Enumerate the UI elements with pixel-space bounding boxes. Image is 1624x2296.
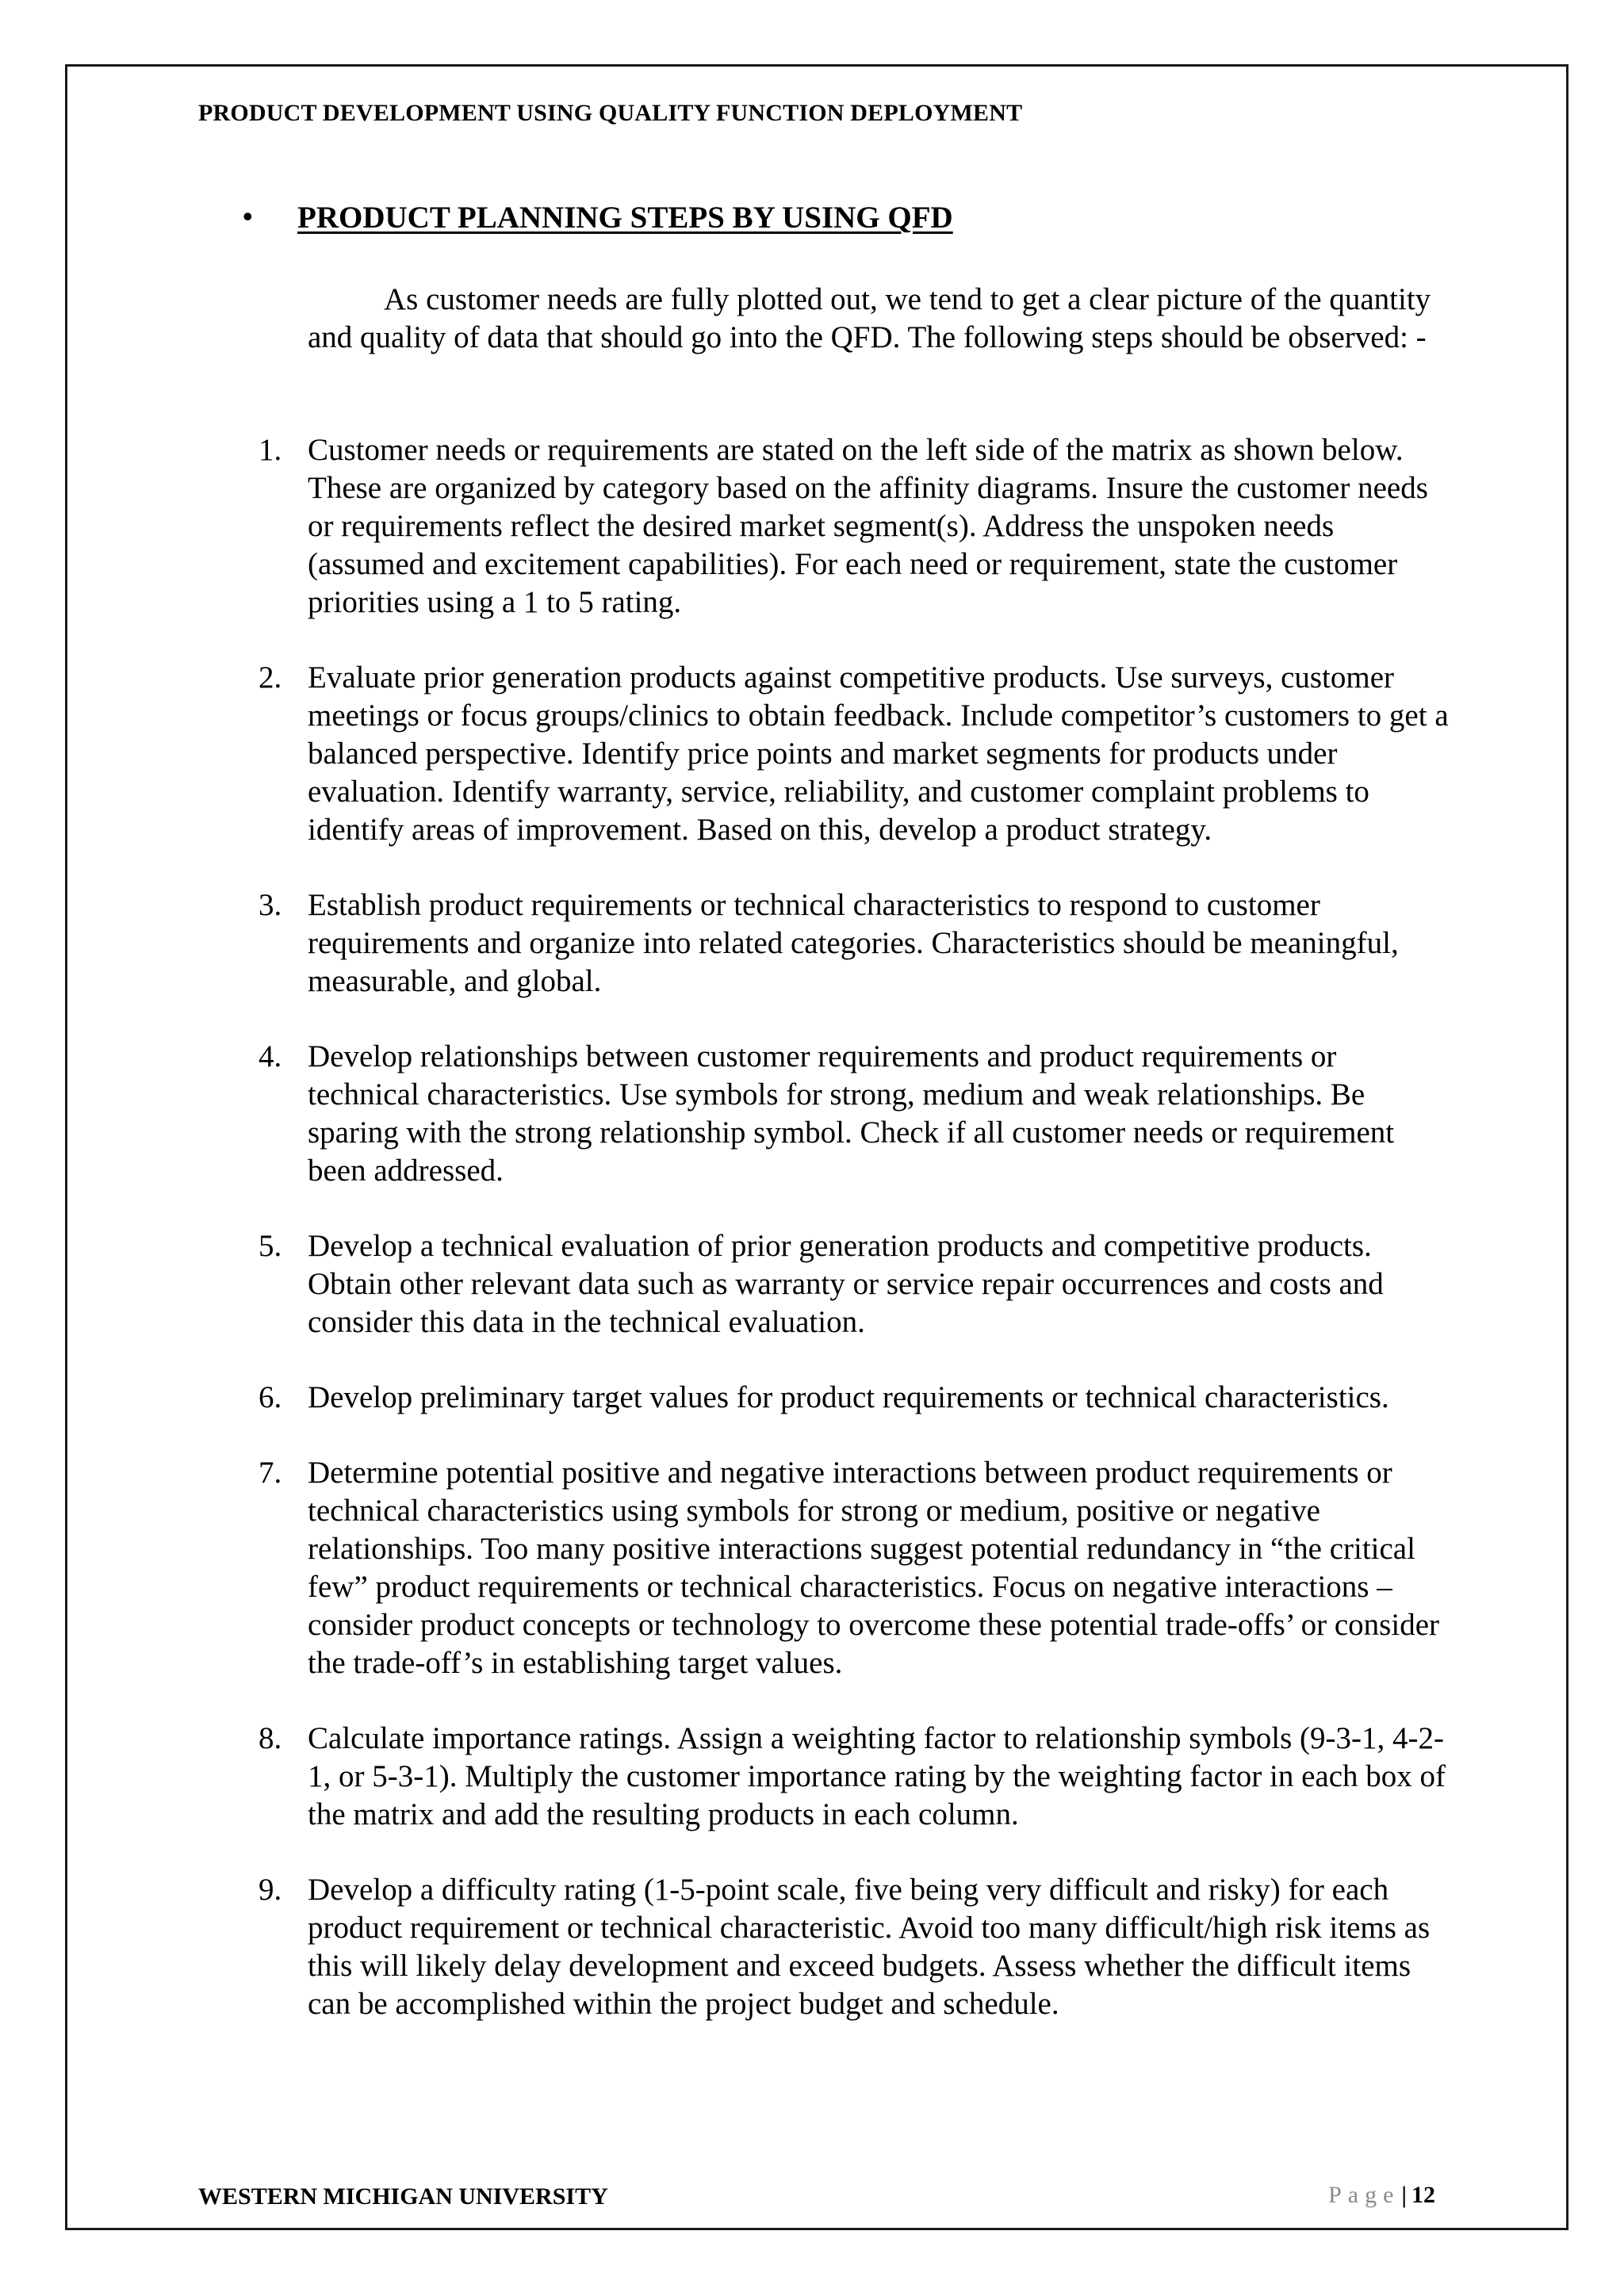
step-number: 6. xyxy=(259,1380,282,1414)
step-number: 2. xyxy=(259,660,282,695)
list-item xyxy=(0,1038,1624,1190)
step-text: Develop relationships between customer requirements and product requirements or technical characteristics. Use symbols for strong, medium and weak relationships. Be sparing with the strong relationship symbol. Check if all customer needs or requirement been addressed. xyxy=(308,1039,1395,1188)
section-heading-text: PRODUCT PLANNING STEPS BY USING QFD xyxy=(297,201,953,235)
step-text: Evaluate prior generation products against competitive products. Use surveys, customer meetings or focus groups/clinics to obtain feedback. Include competitor’s customers to get a balanced perspective. Identify price points and market segments for products under evaluation. Identify warranty, service, reliability, and customer complaint problems to identify areas of improvement. Based on this, develop a product strategy. xyxy=(308,660,1449,847)
running-header: PRODUCT DEVELOPMENT USING QUALITY FUNCTION DEPLOYMENT xyxy=(198,100,1023,126)
bullet-icon: • xyxy=(243,201,253,232)
step-number: 5. xyxy=(259,1229,282,1263)
intro-paragraph: As customer needs are fully plotted out, we tend to get a clear picture of the quantity and quality of data that should go into the QFD. The following steps should be observed: - xyxy=(308,282,1431,354)
step-number: 7. xyxy=(259,1456,282,1490)
step-number: 4. xyxy=(259,1039,282,1073)
page-number-footer xyxy=(1328,2182,1435,2209)
footer-institution: WESTERN MICHIGAN UNIVERSITY xyxy=(198,2183,608,2210)
list-item xyxy=(0,1454,1624,1682)
list-item xyxy=(0,1720,1624,1834)
step-text: Determine potential positive and negative interactions between product requirements or technical characteristics using symbols for strong or medium, positive or negative relationships. Too many positive interactions suggest potential redundancy in “the critical few” product requirements or technical characteristics. Focus on negative interactions – consider product concepts or technology to overcome these potential trade-offs’ or consider the trade-off’s in establishing target values. xyxy=(308,1456,1439,1680)
list-item xyxy=(0,431,1624,622)
page-number: 12 xyxy=(1411,2182,1435,2208)
list-item xyxy=(0,659,1624,849)
step-text: Develop a technical evaluation of prior generation products and competitive products. Obtain other relevant data such as warranty or service repair occurrences and costs and consider this data in the technical evaluation. xyxy=(308,1229,1384,1339)
steps-list xyxy=(0,431,1624,2061)
step-text: Develop a difficulty rating (1-5-point scale, five being very difficult and risky) for each product requirement or technical characteristic. Avoid too many difficult/high risk items as this will likely delay development and exceed budgets. Assess whether the difficult items can be accomplished within the project budget and schedule. xyxy=(308,1873,1431,2021)
step-number: 1. xyxy=(259,433,282,467)
step-number: 9. xyxy=(259,1873,282,1907)
list-item xyxy=(0,886,1624,1001)
step-text: Customer needs or requirements are stated on the left side of the matrix as shown below. These are organized by category based on the affinity diagrams. Insure the customer needs or requirements reflect the desired market segment(s). Address the unspoken needs (assumed and excitement capabilities). For each need or requirement, state the customer priorities using a 1 to 5 rating. xyxy=(308,433,1428,619)
list-item xyxy=(0,1871,1624,2023)
step-text: Establish product requirements or technical characteristics to respond to customer requirements and organize into related categories. Characteristics should be meaningful, measurable, and global. xyxy=(308,888,1399,998)
page-separator: | xyxy=(1401,2182,1407,2208)
list-item xyxy=(0,1379,1624,1417)
step-number: 8. xyxy=(259,1721,282,1755)
step-number: 3. xyxy=(259,888,282,922)
step-text: Calculate importance ratings. Assign a weighting factor to relationship symbols (9-3-1, 4-2-1, or 5-3-1). Multiply the customer importance rating by the weighting factor in each box of the matrix and add the resulting products in each column. xyxy=(308,1721,1446,1831)
step-text: Develop preliminary target values for product requirements or technical characteristics. xyxy=(308,1380,1389,1414)
list-item xyxy=(0,1227,1624,1341)
page-label: Page xyxy=(1328,2182,1400,2208)
